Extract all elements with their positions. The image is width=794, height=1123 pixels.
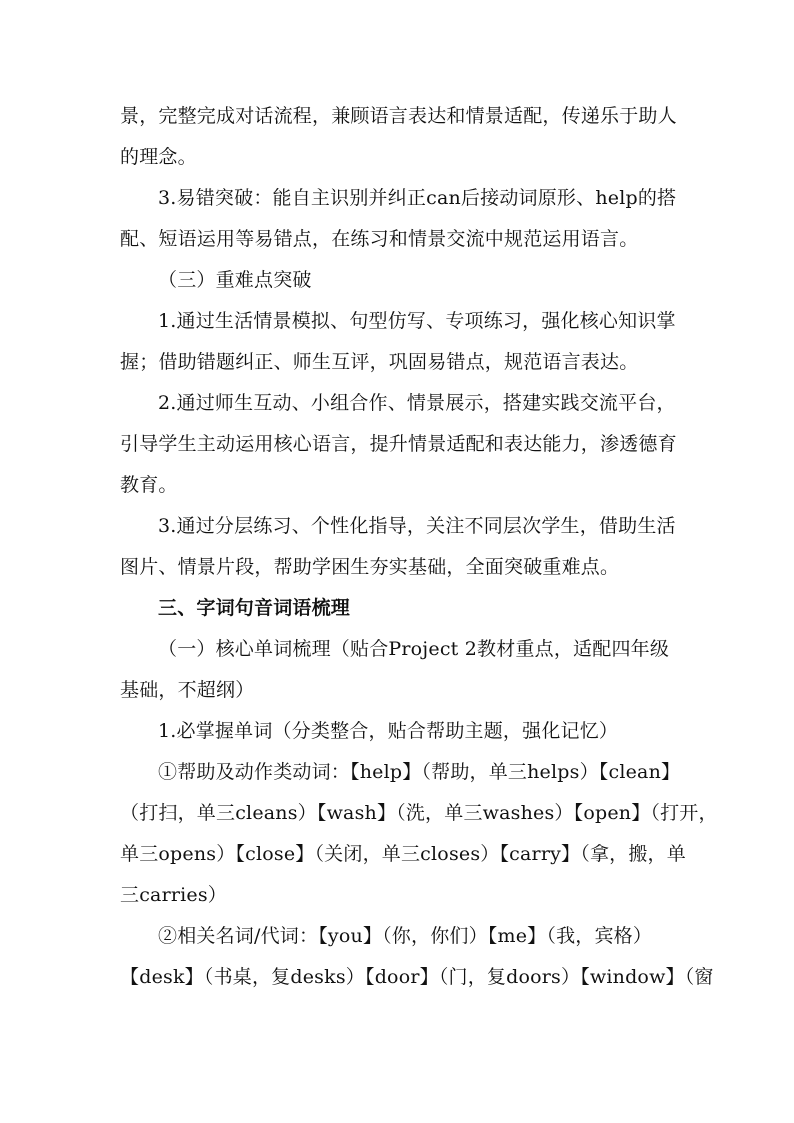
paragraph-line: 图片、情景片段，帮助学困生夯实基础，全面突破重难点。 — [120, 556, 620, 578]
paragraph-line: 基础，不超纲） — [120, 679, 255, 701]
paragraph-line: 景，完整完成对话流程，兼顾语言表达和情景适配，传递乐于助人 — [120, 105, 677, 127]
paragraph-line: 引导学生主动运用核心语言，提升情景适配和表达能力，渗透德育 — [120, 433, 677, 455]
section-heading: 三、字词句音词语梳理 — [158, 597, 351, 619]
section-subheading: （三）重难点突破 — [158, 269, 312, 291]
paragraph-line: （打扫，单三cleans）【wash】（洗，单三washes）【open】（打开， — [120, 802, 718, 824]
paragraph-line: 三carries） — [120, 884, 228, 906]
paragraph-line: 3.易错突破：能自主识别并纠正can后接动词原形、help的搭 — [158, 187, 677, 209]
paragraph-line: 1.必掌握单词（分类整合，贴合帮助主题，强化记忆） — [158, 720, 619, 742]
paragraph-line: 3.通过分层练习、个性化指导，关注不同层次学生，借助生活 — [158, 515, 676, 537]
document-page — [120, 96, 718, 998]
paragraph-line: 2.通过师生互动、小组合作、情景展示，搭建实践交流平台， — [158, 392, 676, 414]
paragraph-line: 配、短语运用等易错点，在练习和情景交流中规范运用语言。 — [120, 228, 639, 250]
paragraph-line: 的理念。 — [120, 146, 197, 168]
paragraph-line: 教育。 — [120, 474, 178, 496]
section-subheading: （一）核心单词梳理（贴合Project 2教材重点，适配四年级 — [158, 638, 670, 660]
paragraph-line: 单三opens）【close】（关闭，单三closes）【carry】（拿，搬，单 — [120, 843, 686, 865]
paragraph-line: ②相关名词/代词：【you】（你，你们）【me】（我，宾格） — [158, 925, 653, 947]
paragraph-line: 握；借助错题纠正、师生互评，巩固易错点，规范语言表达。 — [120, 351, 639, 373]
paragraph-line: 【desk】（书桌，复desks）【door】（门，复doors）【window】（窗 — [120, 966, 714, 988]
paragraph-line: 1.通过生活情景模拟、句型仿写、专项练习，强化核心知识掌 — [158, 310, 676, 332]
paragraph-line: ①帮助及动作类动词：【help】（帮助，单三helps）【clean】 — [158, 761, 681, 783]
